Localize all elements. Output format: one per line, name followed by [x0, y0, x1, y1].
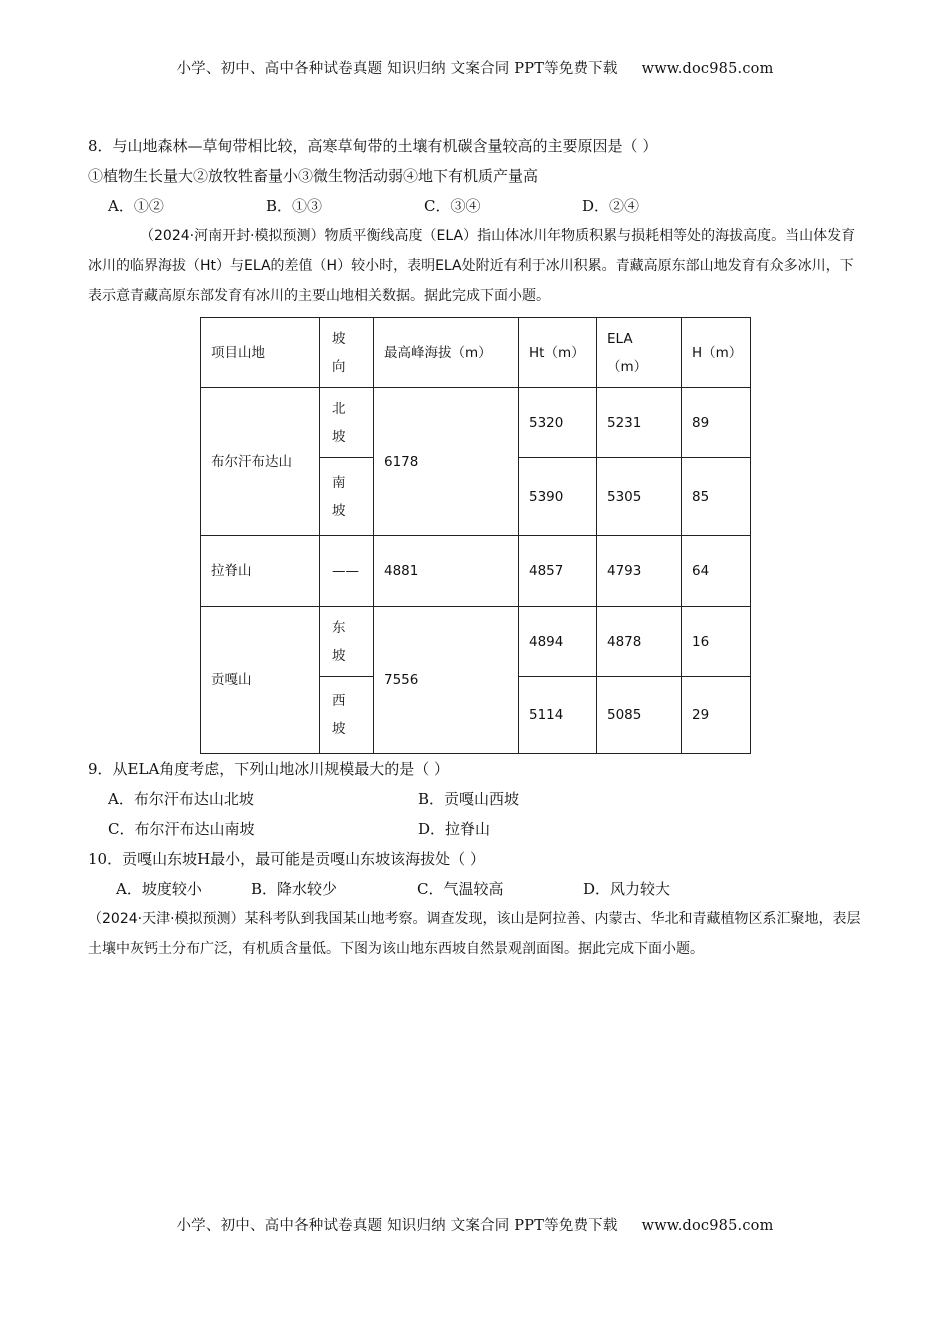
intro-paragraph-ela: （2024·河南开封·模拟预测）物质平衡线高度（ELA）指山体冰川年物质积累与损耗相等处的海拔高度。当山体发育冰川的临界海拔（Ht）与ELA的差值（H）较小时，表明ELA处附近有利于冰川积累。青藏高原东部山地发育有众多冰川，下表示意青藏高原东部发育有冰川的主要山地相关数据。据此完成下面小题。	[88, 228, 856, 304]
q9-option-c: C．布尔汗布达山南坡	[108, 820, 255, 838]
q8-items: ①植物生长量大②放牧牲畜量小③微生物活动弱④地下有机质产量高	[88, 167, 539, 185]
header-url[interactable]: www.doc985.com	[641, 61, 774, 77]
page-footer	[0, 1214, 950, 1235]
q10-option-a: A．坡度较小	[116, 880, 202, 898]
q8-stem: 8．与山地森林—草甸带相比较，高寒草甸带的土壤有机碳含量较高的主要原因是（ ）	[88, 137, 658, 155]
cell-h: 29	[682, 677, 751, 754]
cell-ela: 5305	[597, 458, 682, 536]
cell-peak: 7556	[374, 607, 519, 754]
q8-options	[88, 191, 863, 221]
table-row	[201, 388, 751, 458]
cell-slope: 南坡	[320, 458, 374, 536]
cell-ela: 4793	[597, 536, 682, 607]
cell-h: 16	[682, 607, 751, 677]
glacier-data-table	[200, 317, 751, 754]
footer-text: 小学、初中、高中各种试卷真题 知识归纳 文案合同 PPT等免费下载	[176, 1218, 618, 1234]
cell-slope: ——	[320, 536, 374, 607]
cell-ht: 5114	[519, 677, 597, 754]
cell-slope: 东坡	[320, 607, 374, 677]
cell-peak: 6178	[374, 388, 519, 536]
q10-options	[88, 874, 863, 904]
question-content	[88, 131, 863, 964]
footer-url[interactable]: www.doc985.com	[641, 1218, 774, 1234]
q8-option-b: B．①③	[266, 197, 323, 215]
header-text: 小学、初中、高中各种试卷真题 知识归纳 文案合同 PPT等免费下载	[176, 61, 618, 77]
cell-ht: 5390	[519, 458, 597, 536]
cell-h: 64	[682, 536, 751, 607]
table-row	[201, 536, 751, 607]
header-ela: ELA（m）	[597, 318, 682, 388]
q10-option-c: C．气温较高	[417, 880, 504, 898]
q9-option-d: D．拉脊山	[418, 820, 491, 838]
q9-options-row1	[88, 784, 863, 814]
header-slope: 坡向	[320, 318, 374, 388]
q9-option-a: A．布尔汗布达山北坡	[108, 790, 254, 808]
q9-option-b: B．贡嘎山西坡	[418, 790, 520, 808]
q10-stem: 10．贡嘎山东坡H最小，最可能是贡嘎山东坡该海拔处（ ）	[88, 850, 485, 868]
header-h: H（m）	[682, 318, 751, 388]
cell-mountain: 布尔汗布达山	[201, 388, 320, 536]
cell-ela: 4878	[597, 607, 682, 677]
q10-option-d: D．风力较大	[583, 880, 671, 898]
q10-option-b: B．降水较少	[251, 880, 338, 898]
header-peak: 最高峰海拔（m）	[374, 318, 519, 388]
cell-slope: 北坡	[320, 388, 374, 458]
cell-mountain: 贡嘎山	[201, 607, 320, 754]
cell-ela: 5085	[597, 677, 682, 754]
q9-stem: 9．从ELA角度考虑，下列山地冰川规模最大的是（ ）	[88, 760, 450, 778]
cell-ht: 4857	[519, 536, 597, 607]
cell-mountain: 拉脊山	[201, 536, 320, 607]
cell-ht: 4894	[519, 607, 597, 677]
cell-slope: 西坡	[320, 677, 374, 754]
table-header-row	[201, 318, 751, 388]
q8-option-c: C．③④	[424, 197, 481, 215]
intro-paragraph-expedition: （2024·天津·模拟预测）某科考队到我国某山地考察。调查发现，该山是阿拉善、内蒙古、华北和青藏植物区系汇聚地，表层土壤中灰钙土分布广泛，有机质含量低。下图为该山地东西坡自然景观剖面图。据此完成下面小题。	[88, 911, 861, 957]
page-header	[0, 57, 950, 78]
table-row	[201, 607, 751, 677]
cell-peak: 4881	[374, 536, 519, 607]
cell-h: 85	[682, 458, 751, 536]
cell-h: 89	[682, 388, 751, 458]
q9-options-row2	[88, 814, 863, 844]
q8-option-d: D．②④	[582, 197, 640, 215]
cell-ht: 5320	[519, 388, 597, 458]
header-ht: Ht（m）	[519, 318, 597, 388]
q8-option-a: A．①②	[108, 197, 164, 215]
cell-ela: 5231	[597, 388, 682, 458]
header-mountain: 项目山地	[201, 318, 320, 388]
